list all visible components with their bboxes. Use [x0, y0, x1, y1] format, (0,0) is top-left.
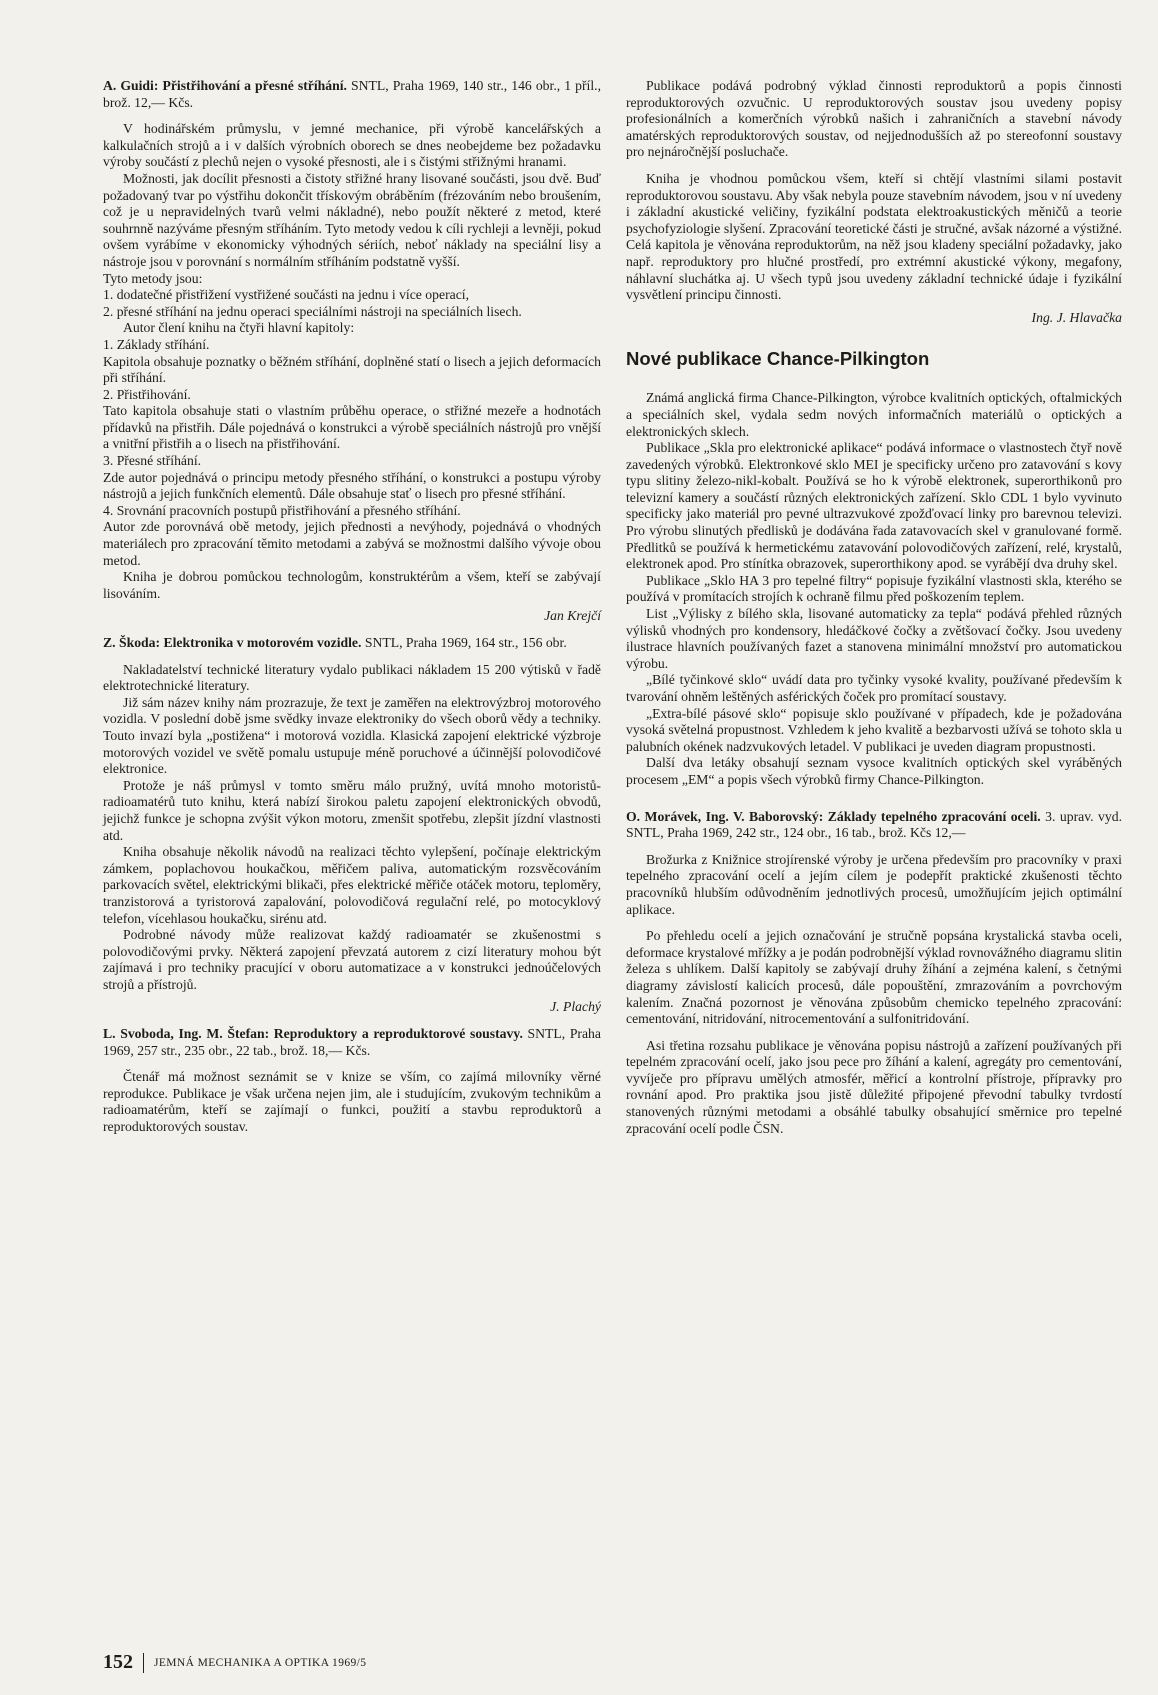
review-1-list-line: Tato kapitola obsahuje stati o vlastním průběhu operace, o střižné mezeře a hodnotách přídavků na přistřih. Dále pojednává o konstrukci a výrobě speciálních nástrojů pro vnější a vnitřní přistřih a o lisech na přistřihování. [103, 403, 601, 452]
review-2-paragraph: Protože je náš průmysl v tomto směru málo pružný, uvítá mnoho motoristů-radioamatérů tuto knihu, která nabízí širokou paletu zapojení elektronických obvodů, jejichž funkce je schopna zvýšit výkon motoru, zmenšit spotřebu, zlepšit jízdní vlastnosti atd. [103, 777, 601, 843]
review-1-signature: Jan Krejčí [544, 608, 601, 624]
journal-title: JEMNÁ MECHANIKA A OPTIKA 1969/5 [154, 1656, 367, 1669]
section-paragraph: Publikace „Skla pro elektronické aplikace“ podává informace o vlastnostech čtyř nově zavedených výrobků. Elektronkové sklo MEI je specificky určeno pro zatavování s kovy typu slitiny železo-nikl-kobalt. Používá se ho k výrobě elektronek, superorthikonů pro televizní kamery a součástí různých elektronických zařízení. Sklo CDL 1 bylo vyvinuto specificky jako materiál pro pevné ultrazvukové zpožďovací linky pro barevnou televizi. Pro výrobu slinutých předlisků je dodávána řada zatavovacích skel v granulované formě. Předlitků se používá k hermetickému zatavování polovodičových zařízení, relé, krystalů, elektronek apod. Pro stínítka obrazovek, superorthikony apod. se vyrábějí dva druhy skel. [626, 440, 1122, 572]
review-3-paragraph: Kniha je vhodnou pomůckou všem, kteří si chtějí vlastními silami postavit reproduktorovou soustavu. Aby však nebyla pouze stavebním návodem, jsou v ní uvedeny i základní akustické veličiny, fyzikální podstata elektroakustických měničů a teorie psychofyziologie slyšení. Zpracování teoretické části je stručné, avšak názorné a výstižné. Celá kapitola je věnována reproduktorům, na něž jsou kladeny speciální požadavky, jako např. reproduktory pro hlučné prostředí, pro extrémní akustické výkony, megafony, náhlavní sluchátka aj. U všech typů jsou uvedeny základní technické údaje i fyzikální vysvětlení principu činnosti. [626, 170, 1122, 303]
review-4-publication-info: 3. uprav. vyd. SNTL, Praha 1969, 242 str., 124 obr., 16 tab., brož. Kčs 12,— [626, 808, 1122, 841]
section-paragraph: „Bílé tyčinkové sklo“ uvádí data pro tyčinky vysoké kvality, používané především k tvarování ohněm leštěných asférických čoček pro promítací soustavy. [626, 672, 1122, 704]
review-1-list-line: Kapitola obsahuje poznatky o běžném stříhání, doplněné statí o lisech a jejich deformacích při stříhání. [103, 353, 601, 386]
review-4-paragraph: Po přehledu ocelí a jejich označování je stručně popsána krystalická stavba oceli, deformace krystalové mřížky a je podán podrobnější výklad rovnovážného diagramu slitin železa s uhlíkem. Další kapitoly se zabývají druhy žíhání a zejména kalení, s četnými diagramy závislostí kalicích procesů, dále popouštění, zmrazováním a povrchovým kalením. Značná pozornost je věnována způsobům chemicko tepelného zpracování: cementování, nitridování, nitrocementování a sulfonitridování. [626, 928, 1122, 1027]
review-1-list-line: Autor zde porovnává obě metody, jejich přednosti a nevýhody, pojednává o vhodných materiálech pro zpracování těmito metodami a zabývá se možnostmi dalšího vývoje obou metod. [103, 519, 601, 568]
left-column [103, 78, 601, 1136]
review-2-paragraph: Podrobné návody může realizovat každý radioamatér se zkušenostmi s polovodičovými prvky. Některá zapojení převzatá autorem z cizí literatury mohou být zajímavá i pro techniky pracující v oboru automatizace a v konstrukci jednoúčelových strojů a přístrojů. [103, 927, 601, 992]
section-paragraph: „Extra-bílé pásové sklo“ popisuje sklo používané v případech, kde je požadována vysoká světelná propustnost. Vzhledem k jeho kvalitě a bezbarvosti užívá se tohoto skla u palubních okének nadzvukových letadel. V publikaci je uveden diagram propustnosti. [626, 705, 1122, 754]
review-3-publication-info: SNTL, Praha 1969, 257 str., 235 obr., 22 tab., brož. 18,— Kčs. [103, 1026, 601, 1058]
review-1-list-line: Zde autor pojednává o principu metody přesného stříhání, o konstrukci a postupu výroby nástrojů a jejich funkčních elementů. Dále obsahuje stať o lisech pro přesné stříhání. [103, 469, 601, 502]
review-1-list-line: Tyto metody jsou: [103, 270, 203, 286]
section-paragraph: Známá anglická firma Chance-Pilkington, výrobce kvalitních optických, oftalmických a speciálních skel, vydala sedm nových informačních materiálů o optických a elektronických sklech. [626, 390, 1122, 439]
review-1-publication-info: SNTL, Praha 1969, 140 str., 146 obr., 1 příl., brož. 12,— Kčs. [103, 78, 602, 110]
review-3-heading [103, 1026, 601, 1059]
review-3-paragraph: Čtenář má možnost seznámit se v knize se vším, co zajímá milovníky věrné reprodukce. Publikace je však určena nejen jim, ale i studujícím, zvukovým technikům a radioamatérům, kteří se zajímají o funkci, použití a stavbu reproduktorů a reproduktorových soustav. [103, 1069, 601, 1135]
section-paragraph: Publikace „Sklo HA 3 pro tepelné filtry“ popisuje fyzikální vlastnosti skla, kterého se používá v promítacích strojích k ochraně filmu před poškozením teplem. [626, 572, 1122, 605]
section-paragraph: Další dva letáky obsahují seznam vysoce kvalitních optických skel vyráběných procesem „EM“ a popis všech výrobků firmy Chance-Pilkington. [626, 755, 1122, 787]
review-2-paragraph: Nakladatelství technické literatury vydalo publikaci nákladem 15 200 výtisků v řadě elektrotechnické literatury. [103, 661, 601, 694]
review-1-paragraph: Autor člení knihu na čtyři hlavní kapitoly: [123, 320, 355, 336]
review-3-paragraph: Publikace podává podrobný výklad činnosti reproduktorů a popis činnosti reproduktorových ozvučnic. U reproduktorových soustav jsou uvedeny popisy profesionálních a komerčních výrobků našich i zahraničních a stavební návody amatérských reproduktorových soustav, od nejjednodušších až po stereofonní soustavy pro nejnáročnější posluchače. [626, 78, 1122, 160]
review-3-signature: Ing. J. Hlavačka [1031, 309, 1122, 325]
review-1-list-line: 3. Přesné stříhání. [103, 453, 202, 469]
review-4-heading [626, 809, 1122, 842]
page-number: 152 [103, 1651, 133, 1673]
review-1-list-line: 1. Základy stříhání. [103, 336, 210, 352]
review-1-paragraph: Kniha je dobrou pomůckou technologům, konstruktérům a všem, kteří se zabývají lisováním. [103, 569, 601, 601]
review-2-heading [103, 635, 601, 652]
review-1-paragraph: V hodinářském průmyslu, v jemné mechanice, při výrobě kancelářských a kalkulačních strojů a i v dalších výrobních oborech se dnes neobejdeme bez požadavku výroby součástí z plechů nejen o vysoké přesnosti, ale i s čistými střižnými hranami. [103, 121, 601, 170]
review-4-title: O. Morávek, Ing. V. Baborovský: Základy tepelného zpracování oceli. [626, 808, 1041, 824]
review-1-list-line: 1. dodatečné přistřižení vystřižené součásti na jednu i více operací, [103, 287, 470, 303]
page-footer [103, 1651, 366, 1674]
review-2-paragraph: Již sám název knihy nám prozrazuje, že text je zaměřen na elektrovýzbroj motorového vozidla. V poslední době jsme svědky invaze elektroniky do všech oborů vědy a techniky. Touto invazí byla „postižena“ i motorová vozidla. Klasická zapojení elektrické výzbroje motorových vozidel ve světě pomalu ustupuje méně poruchové a účinnější polovodičové elektronice. [103, 694, 601, 777]
review-4-paragraph: Asi třetina rozsahu publikace je věnována popisu nástrojů a zařízení používaných při tepelném zpracování ocelí, jako jsou pece pro žíhání a kalení, agregáty pro cementování, vyvíječe pro přípravu umělých atmosfér, měřicí a kontrolní přístroje, přípravky pro rovnání apod. Pro praktika jsou jistě důležité připojené převodní tabulky tvrdostí stanovených různými metodami a obsáhlé tabulky obsahující směrnice pro tepelné zpracování ocelí podle ČSN. [626, 1037, 1122, 1136]
review-2-publication-info: SNTL, Praha 1969, 164 str., 156 obr. [361, 635, 567, 650]
review-1-list-line: 2. přesné stříhání na jednu operaci speciálními nástroji na speciálních lisech. [103, 303, 522, 319]
review-1-list-line: 4. Srovnání pracovních postupů přistřihování a přesného stříhání. [103, 502, 461, 518]
review-2-paragraph: Kniha obsahuje několik návodů na realizaci těchto vylepšení, počínaje elektrickým zámkem, poplachovou houkačkou, měřičem paliva, automatickým rozsvěcováním parkovacích světel, elektrickými blikači, přes elektrické měřiče otáček motoru, teploměry, tranzistorová a tyristorová zapalování, polovodičová regulační relé, po motocyklový telefon, vícehlasou houkačku, sirénu atd. [103, 844, 601, 926]
review-1-list-line: 2. Přistřihování. [103, 386, 191, 402]
section-paragraph: List „Výlisky z bílého skla, lisované automaticky za tepla“ podává přehled různých výlisků vhodných pro kondensory, hledáčkové čočky a zvětšovací čočky. Jsou uvedeny ilustrace hlavních používaných fazet a stanovena minimální množství pro automatickou výrobu. [626, 606, 1122, 671]
review-1-heading [103, 78, 601, 111]
review-2-title: Z. Škoda: Elektronika v motorovém vozidle. [103, 635, 362, 650]
right-column [626, 78, 1122, 1137]
review-1-title: A. Guidi: Přistřihování a přesné stříhání. [103, 78, 347, 93]
review-4-paragraph: Brožurka z Knižnice strojírenské výroby je určena především pro pracovníky v praxi tepelného zpracování ocelí a jejím cílem je podepřít praktické zkušenosti těchto pracovníků hlubším odůvodněním jednotlivých procesů, umožňujícím jejich optimální aplikace. [626, 851, 1122, 917]
review-3-title: L. Svoboda, Ing. M. Štefan: Reproduktory a reproduktorové soustavy. [103, 1026, 523, 1042]
review-2-signature: J. Plachý [550, 999, 601, 1015]
section-title: Nové publikace Chance-Pilkington [626, 348, 930, 370]
footer-divider [143, 1653, 144, 1673]
review-1-paragraph: Možnosti, jak docílit přesnosti a čistoty střižné hrany lisované součásti, jsou dvě. Buď požadovaný tvar po výstřihu dokončit třískovým obráběním (frézováním nebo broušením, což je u nepravidelných tvarů velmi nákladné), nebo použít některé z metod, které souhrnně nazýváme přesným stříháním. Tyto metody vedou k cíli rychleji a levněji, pokud ovšem vyrábíme v ekonomicky výhodných sériích, neboť náklady na speciální lisy a nástroje jsou v porovnání s normálním stříháním podstatně vyšší. [103, 170, 601, 269]
